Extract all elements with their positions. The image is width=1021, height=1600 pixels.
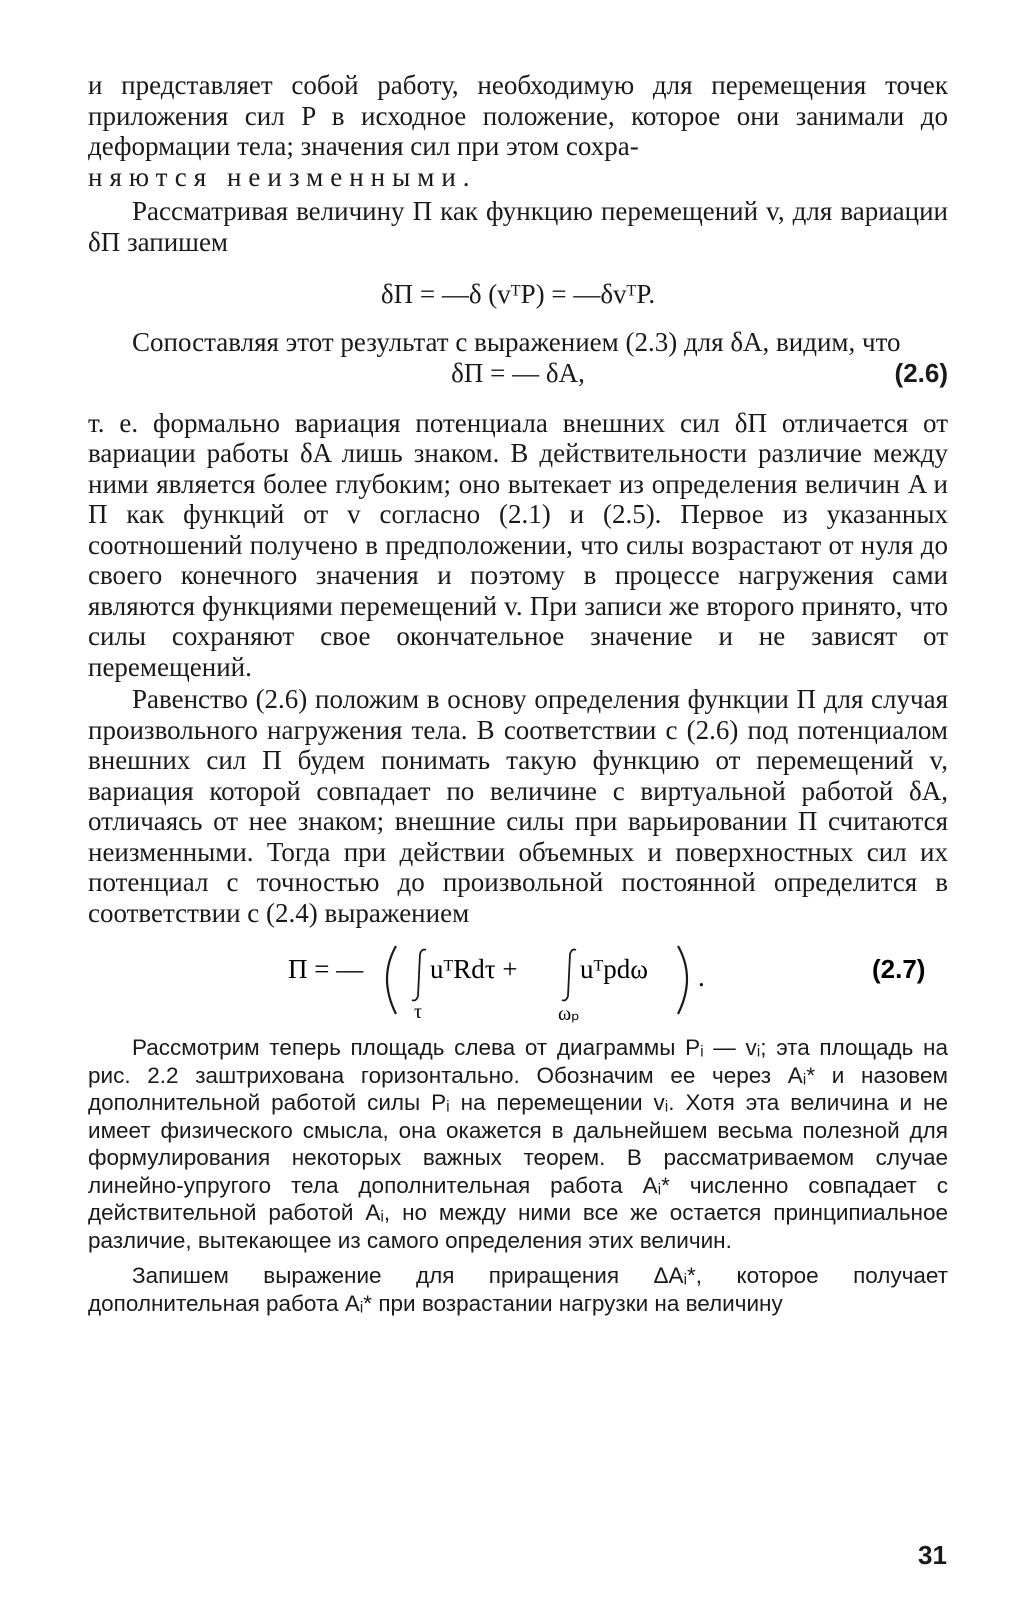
page-number: 31 (918, 1540, 947, 1570)
equation-3-number: (2.7) (872, 954, 926, 984)
equation-3-graphic (88, 932, 948, 1024)
left-paren (387, 946, 396, 1014)
paragraph-2: Рассматривая величину П как функцию перемещений v, для вариации δП запишем (88, 196, 948, 257)
paragraph-4: т. е. формально вариация потенциала внешних сил δП отличается от вариации работы δA лишь знаком. В действительности различие между ними является более глубоким; оно вытекает из определения величин A и П как функций от v согласно (2.1) и (2.5). Первое из указанных соотношений получено в предположении, что силы возрастают от нуля до своего конечного значения и поэтому в процессе нагружения сами являются функциями перемещений v. При записи же второго принято, что силы сохраняют свое окончательное значение и не зависят от перемещений. (88, 407, 948, 682)
small-paragraph-1: Рассмотрим теперь площадь слева от диаграммы Pᵢ — vᵢ; эта площадь на рис. 2.2 заштрихована горизонтально. Обозначим ее через Aᵢ* и назовем дополнительной работой силы Pᵢ на перемещении vᵢ. Хотя эта величина и не имеет физического смысла, она окажется в дальнейшем весьма полезной для формулирования некоторых важных теорем. В рассматриваемом случае линейно-упругого тела дополнительная работа Aᵢ* численно совпадает с действительной работой Aᵢ, но между ними все же остается принципиальное различие, вытекающее из самого определения этих величин. (88, 1035, 948, 1253)
equation-2-text: δП = — δA, (451, 357, 585, 388)
paragraph-1: и представляет собой работу, необходимую для перемещения точек приложения сил P в исходное положение, которое они занимали до деформации тела; значения сил при этом сохра- няются неизменными. (88, 70, 948, 192)
equation-1 (88, 275, 948, 319)
equation-1-text: δП = —δ (vᵀP) = —δvᵀP. (380, 279, 656, 309)
equation-2-number: (2.6) (894, 357, 948, 388)
integral-sign-2 (562, 950, 576, 1001)
right-paren (678, 946, 687, 1014)
equation-3-lhs: П = — (288, 954, 364, 984)
page-body (88, 70, 948, 1317)
equation-3 (88, 932, 948, 1024)
equation-3-integrand-2: uᵀpdω (580, 954, 649, 984)
small-paragraph-2: Запишем выражение для приращения ΔAᵢ*, которое получает дополнительная работа Aᵢ* при возрастании нагрузки на величину (88, 1263, 948, 1316)
paragraph-5: Равенство (2.6) положим в основу определения функции П для случая произвольного нагружения тела. В соответствии с (2.6) под потенциалом внешних сил П будем понимать такую функцию от перемещений v, вариация которой совпадает по величине с виртуальной работой δA, отличаясь от нее знаком; внешние силы при варьировании П считаются неизменными. Тогда при действии объемных и поверхностных сил их потенциал с точностью до произвольной постоянной определится в соответствии с (2.4) выражением (88, 684, 948, 928)
equation-2 (88, 354, 948, 402)
spaced-text: няются неизменными. (88, 161, 477, 192)
paragraph-3: Сопоставляя этот результат с выражением (2.3) для δA, видим, что (132, 327, 901, 357)
integral-sign-1 (412, 950, 426, 1001)
equation-3-limit-2: ωₚ (558, 1003, 580, 1024)
equation-3-end: . (698, 962, 705, 992)
equation-3-limit-1: τ (414, 1001, 423, 1023)
equation-3-integrand-1: uᵀRdτ + (430, 954, 518, 984)
